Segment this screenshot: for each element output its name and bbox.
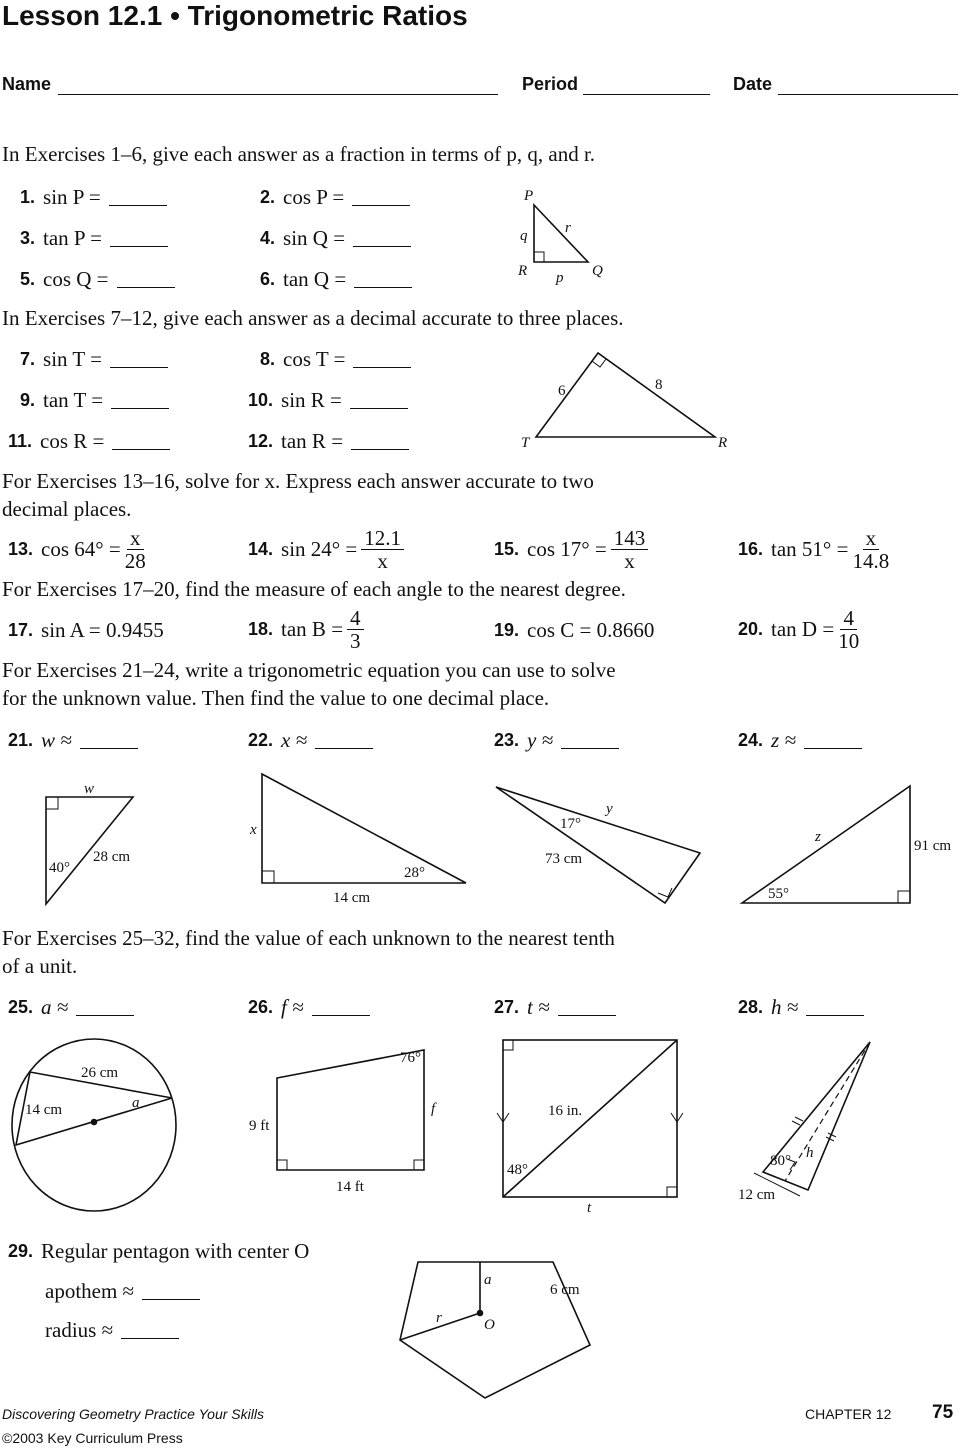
exercise-number: 20. bbox=[738, 619, 764, 639]
label-76deg: 76° bbox=[400, 1050, 421, 1066]
exercise-text: tan Q = bbox=[283, 267, 347, 291]
label-y: y bbox=[606, 801, 613, 817]
exercise-text: w ≈ bbox=[41, 728, 72, 752]
exercise-number: 28. bbox=[738, 997, 764, 1017]
label-17deg: 17° bbox=[560, 816, 581, 832]
label-r: r bbox=[436, 1310, 442, 1326]
exercise-text: sin P = bbox=[43, 185, 101, 209]
denominator: x bbox=[377, 549, 388, 573]
label-p-vertex: P bbox=[524, 188, 534, 204]
instruction-21-24: For Exercises 21–24, write a trigonometric equation you can use to solve bbox=[2, 658, 616, 682]
exercise-text: cos 17° = bbox=[527, 537, 607, 561]
instruction-1-6: In Exercises 1–6, give each answer as a fraction in terms of p, q, and r. bbox=[2, 142, 596, 166]
exercise-number: 23. bbox=[494, 730, 520, 750]
numerator: 12.1 bbox=[361, 527, 404, 550]
instruction-7-12: In Exercises 7–12, give each answer as a decimal accurate to three places. bbox=[2, 306, 624, 330]
exercise-number: 7. bbox=[20, 349, 36, 369]
numerator: x bbox=[127, 527, 144, 550]
numerator: x bbox=[863, 527, 880, 550]
label-14cm: 14 cm bbox=[25, 1102, 63, 1118]
label-91cm: 91 cm bbox=[914, 838, 952, 854]
figure-29-pentagon bbox=[400, 1262, 590, 1398]
label-28deg: 28° bbox=[404, 865, 425, 881]
exercise-text: z ≈ bbox=[771, 728, 796, 752]
exercise-number: 12. bbox=[248, 431, 274, 451]
exercise-text: cos T = bbox=[283, 347, 346, 371]
name-label: Name bbox=[2, 74, 52, 94]
figure-28 bbox=[738, 1042, 870, 1203]
exercise-text: sin A = 0.9455 bbox=[41, 617, 164, 642]
denominator: 28 bbox=[124, 549, 146, 573]
book-title: Discovering Geometry Practice Your Skills bbox=[2, 1406, 264, 1422]
exercise-number: 26. bbox=[248, 997, 274, 1017]
exercise-text: tan P = bbox=[43, 226, 102, 250]
page-title: Lesson 12.1 • Trigonometric Ratios bbox=[2, 0, 468, 31]
exercise-text: x ≈ bbox=[281, 728, 308, 752]
exercise-text: tan B = bbox=[281, 617, 344, 641]
exercise-text: f ≈ bbox=[281, 995, 304, 1019]
label-r-side: r bbox=[565, 220, 571, 236]
exercise-text: a ≈ bbox=[41, 995, 69, 1019]
exercise-number: 13. bbox=[8, 539, 34, 559]
triangle-pqr bbox=[517, 188, 603, 286]
label-28cm: 28 cm bbox=[93, 849, 131, 865]
period-label: Period bbox=[522, 74, 579, 94]
exercise-number: 3. bbox=[20, 228, 36, 248]
exercise-number: 17. bbox=[8, 619, 34, 640]
figure-24 bbox=[742, 786, 951, 903]
date-label: Date bbox=[733, 74, 773, 94]
figure-26 bbox=[249, 1050, 437, 1195]
exercise-number: 10. bbox=[248, 390, 274, 410]
label-55deg: 55° bbox=[768, 886, 789, 902]
label-14ft: 14 ft bbox=[336, 1179, 364, 1195]
label-80deg: 80° bbox=[770, 1153, 791, 1169]
exercise-number: 9. bbox=[20, 390, 36, 410]
label-a: a bbox=[132, 1095, 140, 1111]
exercise-number: 16. bbox=[738, 539, 764, 559]
figure-27 bbox=[497, 1040, 683, 1216]
instruction-13-16-cont: decimal places. bbox=[2, 497, 132, 521]
exercise-text: sin Q = bbox=[283, 226, 346, 250]
exercise-text: tan T = bbox=[43, 388, 104, 412]
exercise-text: h ≈ bbox=[771, 995, 799, 1019]
exercise-number: 18. bbox=[248, 619, 274, 639]
instruction-21-24-cont: for the unknown value. Then find the value to one decimal place. bbox=[2, 686, 550, 710]
label-16in: 16 in. bbox=[548, 1103, 583, 1119]
label-o: O bbox=[484, 1317, 495, 1333]
label-side-8: 8 bbox=[655, 377, 663, 393]
instruction-25-32-cont: of a unit. bbox=[2, 954, 78, 978]
label-73cm: 73 cm bbox=[545, 851, 583, 867]
figure-22 bbox=[249, 774, 466, 906]
exercise-text: y ≈ bbox=[527, 728, 554, 752]
label-9ft: 9 ft bbox=[249, 1118, 270, 1134]
chapter-label: CHAPTER 12 bbox=[805, 1406, 892, 1422]
exercise-number: 25. bbox=[8, 997, 34, 1017]
exercise-text: cos 64° = bbox=[41, 537, 121, 561]
instruction-13-16: For Exercises 13–16, solve for x. Express each answer accurate to two bbox=[2, 469, 594, 493]
numerator: 4 bbox=[840, 607, 857, 630]
exercise-number: 29. bbox=[8, 1241, 34, 1261]
exercise-text: sin 24° = bbox=[281, 537, 358, 561]
label-f: f bbox=[431, 1101, 436, 1117]
triangle-tr bbox=[521, 353, 727, 451]
label-t: t bbox=[587, 1200, 592, 1216]
exercise-number: 15. bbox=[494, 539, 520, 559]
exercise-number: 22. bbox=[248, 730, 274, 750]
instruction-25-32: For Exercises 25–32, find the value of each unknown to the nearest tenth bbox=[2, 926, 615, 950]
denominator: x bbox=[624, 549, 635, 573]
label-q-side: q bbox=[520, 228, 528, 244]
denominator: 14.8 bbox=[852, 549, 890, 573]
exercise-text: cos Q = bbox=[43, 267, 109, 291]
exercise-number: 19. bbox=[494, 619, 520, 640]
exercise-text: sin R = bbox=[281, 388, 342, 412]
exercise-text: cos C = 0.8660 bbox=[527, 617, 655, 642]
label-40deg: 40° bbox=[49, 860, 70, 876]
exercise-number: 8. bbox=[260, 349, 276, 369]
copyright: ©2003 Key Curriculum Press bbox=[2, 1430, 183, 1446]
radius-label: radius ≈ bbox=[45, 1318, 114, 1342]
exercise-number: 5. bbox=[20, 269, 36, 289]
label-26cm: 26 cm bbox=[81, 1065, 119, 1081]
exercise-text: tan 51° = bbox=[771, 537, 849, 561]
exercise-number: 11. bbox=[8, 431, 33, 451]
label-q-vertex: Q bbox=[592, 263, 603, 279]
label-p-side: p bbox=[556, 270, 564, 286]
exercise-number: 27. bbox=[494, 997, 520, 1017]
exercise-number: 21. bbox=[8, 730, 34, 750]
label-r-vertex: R bbox=[518, 263, 528, 279]
label-12cm: 12 cm bbox=[738, 1187, 776, 1203]
page-number: 75 bbox=[932, 1402, 954, 1423]
label-14cm: 14 cm bbox=[333, 890, 371, 906]
exercise-text: cos R = bbox=[40, 429, 105, 453]
label-48deg: 48° bbox=[507, 1162, 528, 1178]
exercise-text: cos P = bbox=[283, 185, 345, 209]
label-side-6: 6 bbox=[558, 383, 566, 399]
figure-25 bbox=[12, 1039, 176, 1211]
exercise-text: tan D = bbox=[771, 617, 835, 641]
label-x: x bbox=[250, 822, 257, 838]
exercise-text: sin T = bbox=[43, 347, 102, 371]
exercise-text: Regular pentagon with center O bbox=[41, 1239, 310, 1263]
exercise-text: t ≈ bbox=[527, 995, 550, 1019]
denominator: 10 bbox=[838, 629, 860, 653]
numerator: 143 bbox=[611, 527, 649, 550]
exercise-number: 6. bbox=[260, 269, 276, 289]
apothem-label: apothem ≈ bbox=[45, 1279, 135, 1303]
label-6cm: 6 cm bbox=[550, 1282, 580, 1298]
label-w: w bbox=[84, 781, 95, 797]
label-h: h bbox=[806, 1145, 814, 1161]
label-t-vertex: T bbox=[521, 435, 530, 451]
label-a: a bbox=[484, 1272, 492, 1288]
denominator: 3 bbox=[350, 629, 361, 653]
exercise-number: 4. bbox=[260, 228, 276, 248]
instruction-17-20: For Exercises 17–20, find the measure of each angle to the nearest degree. bbox=[2, 577, 626, 601]
numerator: 4 bbox=[347, 607, 364, 630]
figure-21 bbox=[46, 781, 133, 904]
exercise-text: tan R = bbox=[281, 429, 344, 453]
label-r-vertex: R bbox=[718, 435, 728, 451]
exercise-number: 24. bbox=[738, 730, 764, 750]
exercise-number: 2. bbox=[260, 187, 276, 207]
figure-23 bbox=[496, 787, 700, 903]
label-z: z bbox=[815, 829, 821, 845]
exercise-number: 1. bbox=[20, 187, 36, 207]
exercise-number: 14. bbox=[248, 539, 274, 559]
